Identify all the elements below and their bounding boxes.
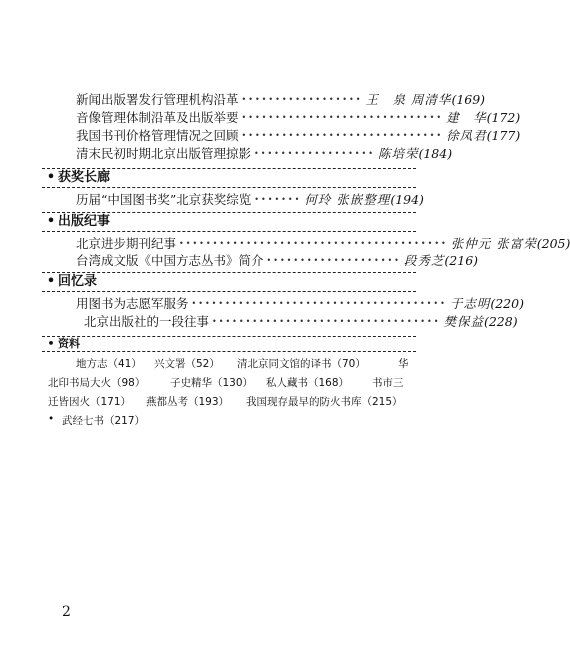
section-title: 出版纪事 [58,214,111,229]
entry-title: 台湾成文版《中国方志丛书》简介 [76,253,264,268]
materials-line [42,356,422,372]
materials-line [42,375,422,391]
entry-author: 王 泉 周清华 [365,92,452,107]
section-header-memoirs [42,272,416,292]
page-number: 2 [62,604,71,620]
bullet-icon: • [48,413,55,425]
entry-author: 建 华 [446,110,487,125]
entry-title: 我国书刊价格管理情况之回顾 [76,128,239,143]
entry-page: (228) [483,313,518,329]
entry-author: 樊保益 [443,314,484,329]
leader-dots: •••••••••••••••••••••••••••••• [241,130,444,140]
entry-title: 北京出版社的一段往事 [84,314,210,329]
toc-entry[interactable] [76,234,570,252]
entry-title: 清末民初时期北京出版管理掠影 [76,146,252,161]
bullet-icon: • [47,337,55,350]
entry-title: 历届“中国图书奖”北京获奖综览 [76,192,252,207]
materials-item[interactable]: 兴文署（52） [154,358,220,370]
materials-item[interactable]: 私人藏书（168） [266,377,350,389]
leader-dots: •••••••••••••••••••••••••••••••••• [212,316,441,326]
toc-entry[interactable] [84,312,518,330]
entry-page: (205) [536,235,570,251]
bullet-icon: • [46,274,56,289]
section-header-materials [42,336,416,352]
entry-page: (184) [418,145,453,161]
toc-entry[interactable] [76,126,521,144]
entry-page: (177) [486,127,521,143]
materials-item[interactable]: 迁皆因火（171） [48,396,132,408]
leader-dots: •••••••••••••••••• [241,94,363,104]
section-title: 回忆录 [58,274,98,289]
materials-item[interactable]: 武经七书（217） [62,415,146,427]
entry-title: 北京进步期刊纪事 [76,236,177,251]
entry-author: 陈培荣 [377,146,419,161]
leader-dots: •••••••••••••••••• [254,148,375,158]
materials-line [42,413,422,429]
entry-title: 用图书为志愿军服务 [76,296,189,311]
entry-title: 音像管理体制沿革及出版举要 [76,110,239,125]
entry-page: (194) [390,191,424,207]
section-title: 获奖长廊 [58,170,111,185]
bullet-icon: • [46,214,56,229]
entry-author: 段秀芝 [403,253,445,268]
materials-item[interactable]: 燕都丛考（193） [146,396,230,408]
materials-line [42,394,422,410]
entry-author: 何玲 张嵌整理 [304,192,391,207]
toc-entry[interactable] [76,108,521,126]
materials-item[interactable]: 我国现存最早的防火书库（215） [246,396,403,408]
leader-dots: •••••••••••••••••••••••••••••••••••••••• [179,238,448,248]
leader-dots: •••••••••••••••••••••••••••••• [241,112,444,122]
entry-page: (172) [486,109,521,125]
materials-item[interactable]: 华 [398,358,409,370]
materials-item[interactable]: 地方志（41） [76,358,142,370]
entry-page: (220) [490,295,524,311]
entry-page: (169) [451,91,486,107]
materials-item[interactable]: 书市三 [372,377,404,389]
section-title: 资料 [58,337,80,350]
leader-dots: •••••••••••••••••••• [266,255,401,265]
entry-author: 张仲元 张富荣 [450,236,537,251]
leader-dots: ••••••• [254,194,302,204]
toc-entry[interactable] [76,144,453,162]
bullet-icon: • [46,170,56,185]
entry-title: 新闻出版署发行管理机构沿革 [76,92,239,107]
section-header-records [42,212,416,232]
materials-item[interactable]: 北印书局大火（98） [48,377,146,389]
toc-entry[interactable] [76,90,486,108]
section-header-awards [42,168,416,188]
materials-item[interactable]: 清北京同文馆的译书（70） [237,358,366,370]
toc-entry[interactable] [76,251,479,269]
toc-entry[interactable] [76,190,424,208]
leader-dots: •••••••••••••••••••••••••••••••••••••• [191,298,447,308]
entry-author: 于志明 [449,296,491,311]
toc-entry[interactable] [76,294,524,312]
entry-page: (216) [444,252,479,268]
entry-author: 徐凤君 [446,128,487,143]
materials-item[interactable]: 子史精华（130） [170,377,254,389]
